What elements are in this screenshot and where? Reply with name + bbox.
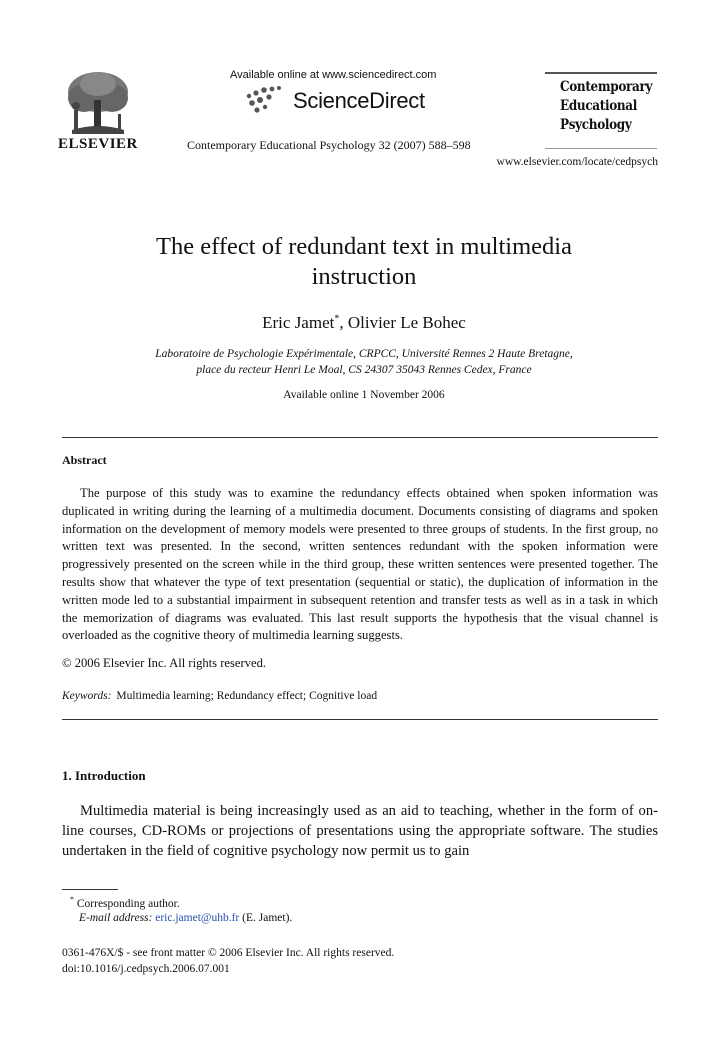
email-link[interactable]: eric.jamet@uhb.fr bbox=[155, 912, 240, 924]
author-list bbox=[0, 313, 728, 333]
affiliation-line: place du recteur Henri Le Moal, CS 24307 35043 Rennes Cedex, France bbox=[196, 364, 532, 376]
abstract-heading: Abstract bbox=[62, 453, 107, 467]
author-name: , Olivier Le Bohec bbox=[339, 313, 466, 332]
cover-title-line: Educational bbox=[560, 98, 637, 114]
journal-citation: Contemporary Educational Psychology 32 (2007) 588–598 bbox=[187, 138, 471, 152]
sciencedirect-wordmark: ScienceDirect bbox=[293, 88, 425, 113]
journal-url[interactable]: www.elsevier.com/locate/cedpsych bbox=[496, 156, 658, 168]
abstract-paragraph: The purpose of this study was to examine the redundancy effects obtained when spoken information was duplicated in writing during the learning of a multimedia document. Documents consisting of diagrams and spoken information on the development of memory models were presented to three groups of students. In the first group, no written text was presented. In the second, written sentences redundant with the spoken information were progressively presented on the screen while in the third group, these written sentences were presented together. The results show that whatever the type of text presentation (sequential or static), the duplication of information in the written mode led to a substantial impairment in subsequent retention and transfer tests as well as in a task in which the memorization of diagrams was evaluated. This last result supports the hypothesis that the visual channel is overloaded as the cognitive theory of multimedia learning suggests. bbox=[62, 486, 658, 643]
cover-title-line: Contemporary bbox=[560, 79, 653, 95]
publisher-name: ELSEVIER bbox=[58, 136, 138, 152]
issn-line: 0361-476X/$ - see front matter © 2006 Elsevier Inc. All rights reserved. bbox=[62, 947, 395, 959]
author-name: Eric Jamet bbox=[262, 313, 335, 332]
title-line: instruction bbox=[311, 263, 417, 290]
article-title bbox=[0, 232, 728, 292]
abstract-copyright: © 2006 Elsevier Inc. All rights reserved. bbox=[62, 656, 267, 670]
keywords-label: Keywords: bbox=[62, 690, 112, 702]
cover-title-line: Psychology bbox=[560, 117, 632, 133]
footnote-divider bbox=[62, 889, 118, 890]
journal-cover-title bbox=[560, 78, 652, 135]
divider bbox=[62, 719, 658, 720]
title-line: The effect of redundant text in multimedia bbox=[156, 233, 572, 260]
available-online-date: Available online 1 November 2006 bbox=[283, 389, 445, 401]
introduction-body bbox=[62, 801, 658, 861]
email-suffix: (E. Jamet). bbox=[242, 912, 293, 924]
introduction-paragraph: Multimedia material is being increasingly used as an aid to teaching, whether in the form of on-line courses, CD-ROMs or projections of presentations using the appropriate software. The studies undertaken in the field of cognitive psychology now permit us to gain bbox=[62, 803, 658, 859]
corresponding-author-mark[interactable]: * bbox=[334, 313, 340, 325]
email-label: E-mail address: bbox=[79, 912, 153, 924]
footnote-email bbox=[79, 912, 292, 924]
available-online-banner: Available online at www.sciencedirect.com bbox=[230, 69, 437, 81]
footnote-corresponding bbox=[70, 895, 180, 910]
footnote-text: Corresponding author. bbox=[76, 897, 180, 910]
divider bbox=[62, 437, 658, 438]
keywords-value: Multimedia learning; Redundancy effect; Cognitive load bbox=[116, 690, 378, 702]
keywords bbox=[62, 690, 377, 702]
affiliation-line: Laboratoire de Psychologie Expérimentale, CRPCC, Université Rennes 2 Haute Bretagne, bbox=[155, 348, 573, 360]
section-heading: 1. Introduction bbox=[62, 768, 146, 783]
affiliation bbox=[0, 346, 728, 378]
doi-line[interactable]: doi:10.1016/j.cedpsych.2006.07.001 bbox=[62, 963, 230, 975]
abstract-body bbox=[62, 485, 658, 645]
footnote-mark: * bbox=[70, 895, 74, 904]
